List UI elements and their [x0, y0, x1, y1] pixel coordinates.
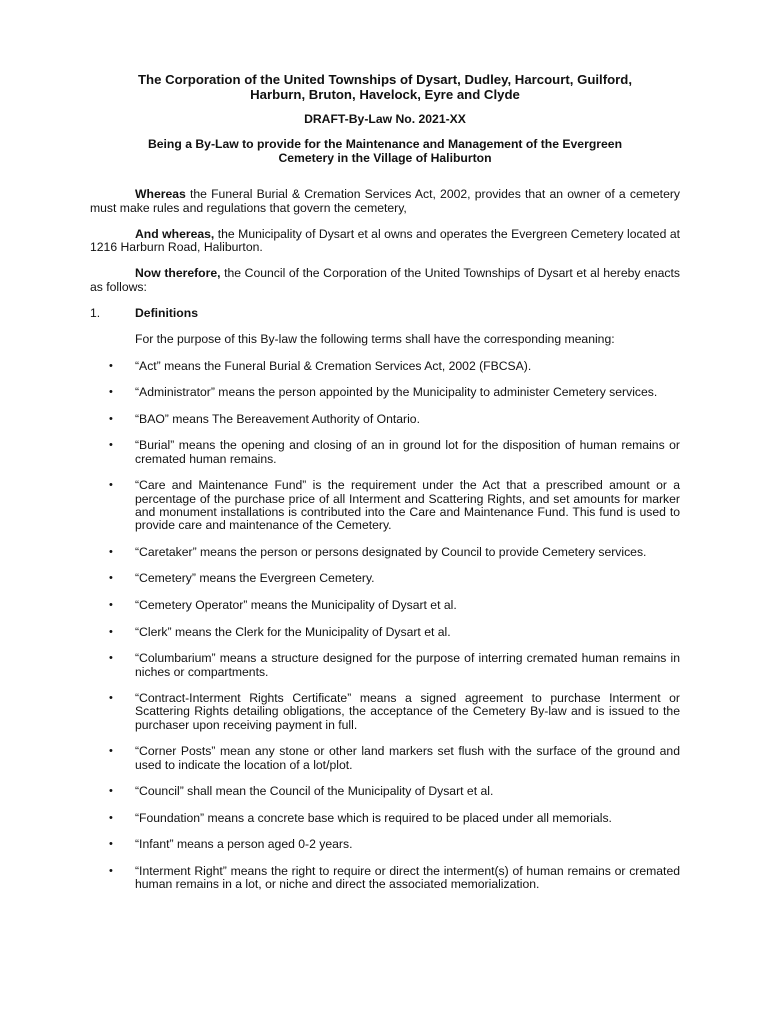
- bylaw-number: DRAFT-By-Law No. 2021-XX: [304, 112, 466, 126]
- definition-item: [109, 385, 680, 400]
- definition-item: [109, 863, 680, 892]
- definition-item: [109, 571, 680, 586]
- subtitle-line-2: Cemetery in the Village of Haliburton: [278, 151, 492, 166]
- definition-text: “Act” means the Funeral Burial & Cremation Services Act, 2002 (FBCSA).: [135, 358, 532, 373]
- section-intro: For the purpose of this By-law the following terms shall have the corresponding meaning:: [135, 332, 615, 347]
- definition-text: “Care and Maintenance Fund” is the requirement under the Act that a prescribed amount or a percentage of the purchase price of all Interment and Scattering Rights, and set amounts for marker and monument installations is contributed into the Care and Maintenance Fund. This fund is used to provide care and maintenance of the Cemetery.: [135, 478, 680, 533]
- definition-text: “Cemetery” means the Evergreen Cemetery.: [135, 571, 375, 586]
- bullet-icon: •: [109, 479, 113, 492]
- definition-text: “Interment Right” means the right to require or direct the interment(s) of human remains or cremated human remains in a lot, or niche and direct the associated memorialization.: [135, 863, 680, 892]
- definition-item: [109, 598, 680, 613]
- definition-item: [109, 544, 680, 559]
- definition-item: [109, 691, 680, 732]
- preamble-lead: Now therefore,: [135, 266, 221, 281]
- bullet-icon: •: [109, 412, 113, 425]
- definition-text: “Cemetery Operator” means the Municipality of Dysart et al.: [135, 598, 457, 613]
- subtitle-line-1: Being a By-Law to provide for the Maintenance and Management of the Evergreen: [147, 137, 623, 152]
- bullet-icon: •: [109, 599, 113, 612]
- preamble-now-therefore: [90, 267, 680, 294]
- preamble-whereas: [90, 188, 680, 215]
- definition-item: [109, 837, 680, 852]
- section-heading: [90, 307, 680, 320]
- preamble-lead: Whereas: [135, 187, 186, 202]
- bullet-icon: •: [109, 572, 113, 585]
- definition-item: [109, 784, 680, 799]
- preamble-text: the Funeral Burial & Cremation Services Act, 2002, provides that an owner of a cemetery must make rules and regulations that govern the cemetery,: [90, 187, 680, 215]
- definition-item: [109, 411, 680, 426]
- bylaw-subtitle: [90, 137, 680, 165]
- definition-text: “Administrator” means the person appointed by the Municipality to administer Cemetery services.: [135, 385, 658, 400]
- preamble-text: the Council of the Corporation of the United Townships of Dysart et al hereby enacts as follows:: [90, 266, 680, 294]
- bullet-icon: •: [109, 811, 113, 824]
- definition-text: “Burial” means the opening and closing of an in ground lot for the disposition of human remains or cremated human remains.: [135, 438, 680, 466]
- definition-text: “Clerk” means the Clerk for the Municipality of Dysart et al.: [135, 624, 451, 639]
- definition-text: “Foundation” means a concrete base which is required to be placed under all memorials.: [135, 810, 612, 825]
- definitions-list: [90, 360, 680, 892]
- preamble-text: the Municipality of Dysart et al owns and operates the Evergreen Cemetery located at 1216 Harburn Road, Haliburton.: [90, 226, 680, 255]
- definition-item: [109, 478, 680, 533]
- preamble-lead: And whereas,: [135, 226, 215, 241]
- document-title: [90, 72, 680, 102]
- definition-item: [109, 651, 680, 679]
- bullet-icon: •: [109, 838, 113, 851]
- bullet-icon: •: [109, 785, 113, 798]
- definition-text: “Council” shall mean the Council of the Municipality of Dysart et al.: [135, 784, 494, 799]
- definition-item: [109, 744, 680, 772]
- definition-text: “Corner Posts” mean any stone or other land markers set flush with the surface of the ground and used to indicate the location of a lot/plot.: [135, 744, 680, 772]
- bullet-icon: •: [109, 692, 113, 705]
- definition-item: [109, 810, 680, 825]
- definition-text: “Contract-Interment Rights Certificate” means a signed agreement to purchase Interment or Scattering Rights detailing obligations, the acceptance of the Cemetery By-law and is issued to the purchaser upon receiving payment in full.: [135, 691, 680, 732]
- definition-item: [109, 624, 680, 639]
- bullet-icon: •: [109, 386, 113, 399]
- bullet-icon: •: [109, 359, 113, 372]
- section-title: Definitions: [135, 306, 198, 321]
- definition-text: “Caretaker” means the person or persons designated by Council to provide Cemetery services.: [135, 544, 647, 559]
- definition-item: [109, 438, 680, 466]
- bullet-icon: •: [109, 864, 113, 877]
- definition-item: [109, 358, 680, 373]
- bullet-icon: •: [109, 625, 113, 638]
- title-line-1: The Corporation of the United Townships of Dysart, Dudley, Harcourt, Guilford,: [137, 72, 633, 87]
- definition-text: “Infant” means a person aged 0-2 years.: [135, 837, 353, 852]
- section-number: 1.: [90, 306, 101, 321]
- definition-text: “Columbarium” means a structure designed for the purpose of interring cremated human remains in niches or compartments.: [135, 651, 680, 679]
- title-line-2: Harburn, Bruton, Havelock, Eyre and Clyde: [250, 87, 520, 102]
- bullet-icon: •: [109, 745, 113, 758]
- bullet-icon: •: [109, 545, 113, 558]
- definition-text: “BAO” means The Bereavement Authority of Ontario.: [135, 411, 420, 426]
- bullet-icon: •: [109, 439, 113, 452]
- bullet-icon: •: [109, 652, 113, 665]
- preamble-and-whereas: [90, 228, 680, 255]
